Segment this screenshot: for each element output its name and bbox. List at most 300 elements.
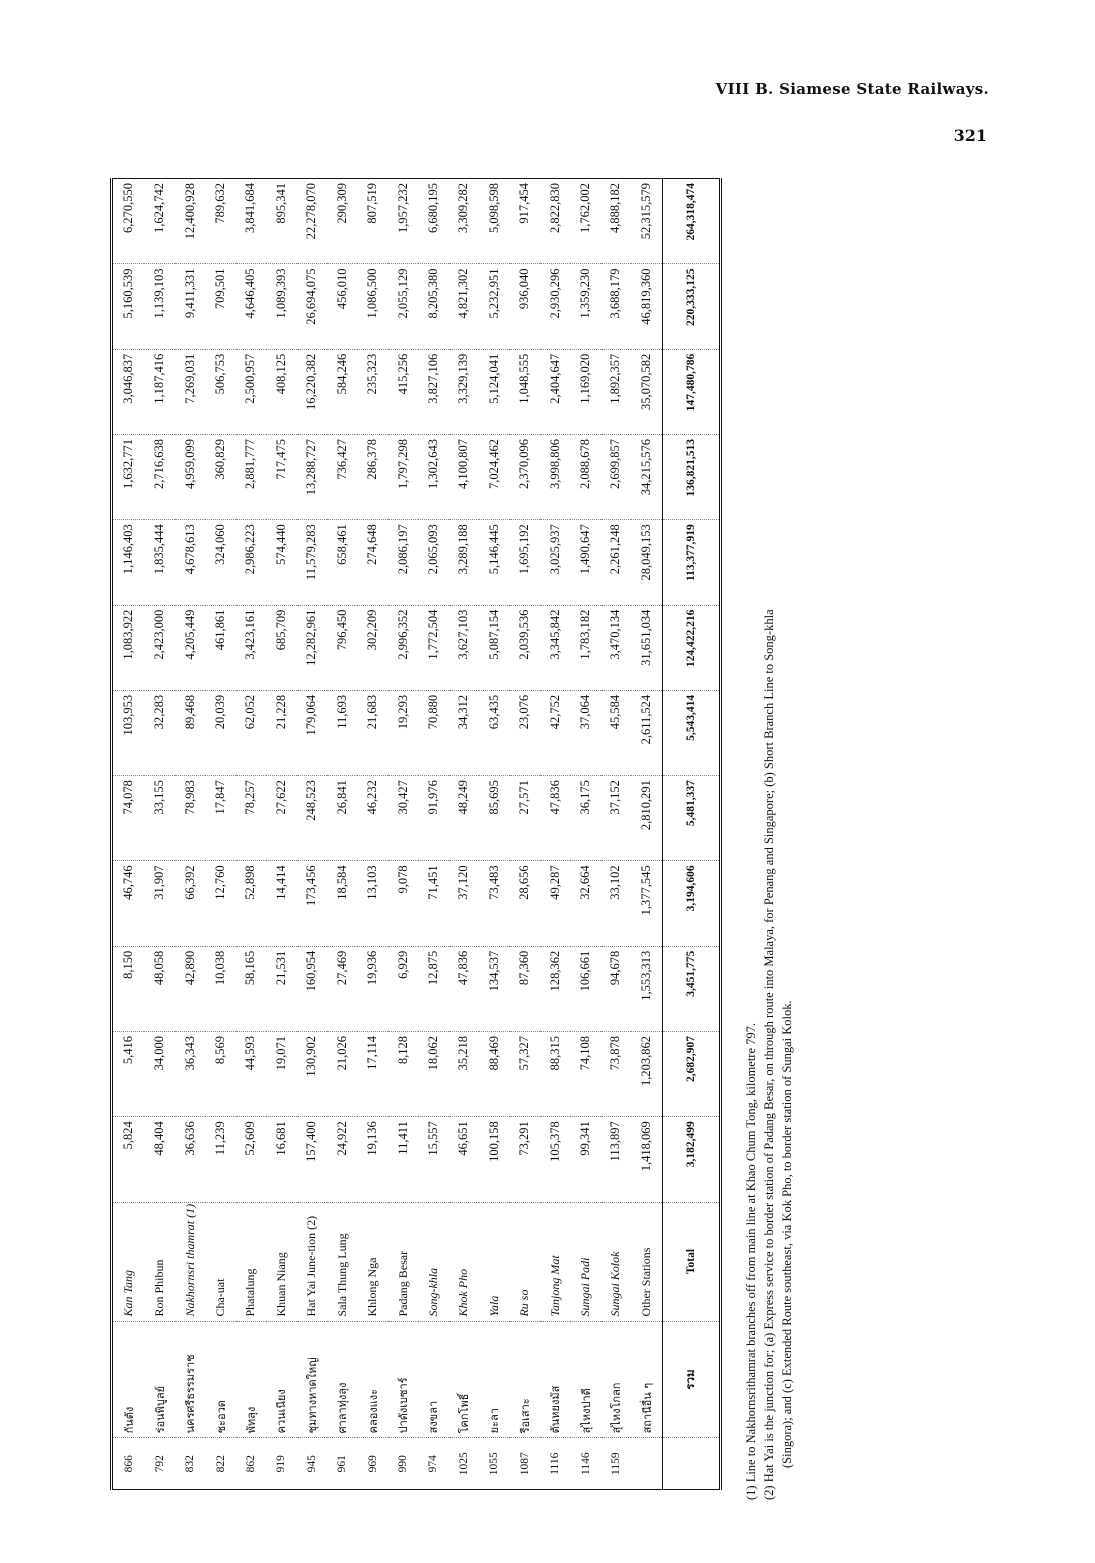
value-cell: 1,169,020 — [570, 349, 600, 434]
value-cell: 73,291 — [510, 1117, 540, 1202]
km-cell: 990 — [388, 1438, 418, 1490]
value-cell: 134,537 — [479, 946, 509, 1031]
value-cell: 106,661 — [570, 946, 600, 1031]
value-cell: 45,584 — [601, 690, 631, 775]
km-cell — [631, 1438, 662, 1490]
value-cell: 27,469 — [327, 946, 357, 1031]
value-cell: 103,953 — [112, 690, 145, 775]
value-cell: 35,218 — [449, 1031, 479, 1116]
km-cell: 822 — [205, 1438, 235, 1490]
km-cell: 961 — [327, 1438, 357, 1490]
thai-station-name: ร่อนพิบูลย์ — [144, 1321, 174, 1438]
value-cell: 4,678,613 — [175, 520, 205, 605]
value-cell: 70,880 — [418, 690, 448, 775]
km-cell: 1055 — [479, 1438, 509, 1490]
total-value-cell: 124,422,216 — [663, 605, 721, 690]
value-cell: 18,584 — [327, 861, 357, 946]
value-cell: 1,418,069 — [631, 1117, 662, 1202]
km-cell: 919 — [266, 1438, 296, 1490]
value-cell: 658,461 — [327, 520, 357, 605]
value-cell: 85,695 — [479, 776, 509, 861]
value-cell: 12,875 — [418, 946, 448, 1031]
value-cell: 3,827,106 — [418, 349, 448, 434]
value-cell: 917,454 — [517, 183, 532, 224]
value-cell: 2,065,093 — [418, 520, 448, 605]
value-cell: 360,829 — [205, 435, 235, 520]
value-cell: 19,936 — [357, 946, 387, 1031]
value-cell: 26,694,075 — [297, 264, 327, 349]
value-cell: 248,523 — [297, 776, 327, 861]
footnotes — [742, 180, 800, 1500]
value-cell: 2,088,678 — [570, 435, 600, 520]
station-name: Hat Yai June-tion (2) — [297, 1202, 327, 1321]
value-cell: 1,624,742 — [152, 183, 167, 233]
footnote-1: (1) Line to Nakhornsrithamrat branches off from main line at Khao Chum Tong, kilometre 797. — [744, 1022, 758, 1500]
km-cell: 945 — [297, 1438, 327, 1490]
table-row — [631, 179, 662, 1490]
value-cell: 1,632,771 — [112, 435, 145, 520]
value-cell: 2,822,830 — [547, 183, 562, 233]
value-cell: 17,114 — [357, 1031, 387, 1116]
thai-station-name: สงขลา — [418, 1321, 448, 1438]
value-cell: 42,752 — [540, 690, 570, 775]
footnote-2-continued: (Singora); and (c) Extended Route southeast, via Kok Pho, to border station of Sungai Kolok. — [780, 1000, 794, 1468]
value-cell: 8,150 — [112, 946, 145, 1031]
thai-station-name: สุไหงปาดี — [570, 1321, 600, 1438]
value-cell: 408,125 — [266, 349, 296, 434]
value-cell: 113,897 — [601, 1117, 631, 1202]
value-cell: 1,695,192 — [510, 520, 540, 605]
value-cell: 19,071 — [266, 1031, 296, 1116]
value-cell: 89,468 — [175, 690, 205, 775]
station-traffic-table — [110, 178, 722, 1490]
thai-station-name: สถานีอื่น ๆ — [631, 1321, 662, 1438]
km-cell: 1025 — [449, 1438, 479, 1490]
value-cell: 32,283 — [144, 690, 174, 775]
value-cell: 105,378 — [540, 1117, 570, 1202]
total-value-cell: 113,377,919 — [663, 520, 721, 605]
table-row — [357, 179, 387, 1490]
total-row — [663, 179, 721, 1490]
value-cell: 130,902 — [297, 1031, 327, 1116]
value-cell: 8,205,380 — [418, 264, 448, 349]
thai-station-name: โคกโพธิ์ — [449, 1321, 479, 1438]
value-cell: 2,611,524 — [631, 690, 662, 775]
value-cell: 7,269,031 — [175, 349, 205, 434]
value-cell: 2,261,248 — [601, 520, 631, 605]
station-name: Other Stations — [631, 1202, 662, 1321]
value-cell: 709,501 — [205, 264, 235, 349]
value-cell: 66,392 — [175, 861, 205, 946]
value-cell: 34,312 — [449, 690, 479, 775]
total-value-cell: 147,480,786 — [663, 349, 721, 434]
value-cell: 46,651 — [449, 1117, 479, 1202]
value-cell: 15,557 — [418, 1117, 448, 1202]
value-cell: 1,892,357 — [601, 349, 631, 434]
value-cell: 807,519 — [365, 183, 380, 224]
table-row — [175, 179, 205, 1490]
value-cell: 1,302,643 — [418, 435, 448, 520]
value-cell: 290,309 — [334, 183, 349, 224]
value-cell: 1,553,313 — [631, 946, 662, 1031]
value-cell: 1,783,182 — [570, 605, 600, 690]
km-cell: 969 — [357, 1438, 387, 1490]
table-row — [510, 179, 540, 1490]
value-cell: 4,821,302 — [449, 264, 479, 349]
table-row — [205, 179, 235, 1490]
value-cell: 58,165 — [236, 946, 266, 1031]
value-cell: 46,232 — [357, 776, 387, 861]
value-cell: 44,593 — [236, 1031, 266, 1116]
value-cell: 3,046,837 — [112, 349, 145, 434]
value-cell: 5,232,951 — [479, 264, 509, 349]
value-cell: 1,146,403 — [112, 520, 145, 605]
value-cell: 34,215,576 — [631, 435, 662, 520]
value-cell: 73,878 — [601, 1031, 631, 1116]
value-cell: 6,929 — [388, 946, 418, 1031]
value-cell: 36,343 — [175, 1031, 205, 1116]
value-cell: 100,158 — [479, 1117, 509, 1202]
km-cell: 974 — [418, 1438, 448, 1490]
km-cell: 1116 — [540, 1438, 570, 1490]
km-cell: 866 — [112, 1438, 145, 1490]
value-cell: 28,049,153 — [631, 520, 662, 605]
value-cell: 48,058 — [144, 946, 174, 1031]
value-cell: 21,026 — [327, 1031, 357, 1116]
station-name: Kan Tang — [112, 1202, 145, 1321]
value-cell: 94,678 — [601, 946, 631, 1031]
value-cell: 1,139,103 — [144, 264, 174, 349]
km-cell: 862 — [236, 1438, 266, 1490]
value-cell: 415,256 — [388, 349, 418, 434]
value-cell: 91,976 — [418, 776, 448, 861]
value-cell: 3,345,842 — [540, 605, 570, 690]
station-name: Padang Besar — [388, 1202, 418, 1321]
table-row — [601, 179, 631, 1490]
running-header: VIII B. Siamese State Railways. — [715, 80, 989, 98]
value-cell: 4,205,449 — [175, 605, 205, 690]
thai-station-name: พัทลุง — [236, 1321, 266, 1438]
value-cell: 5,160,539 — [112, 264, 145, 349]
thai-station-name: ชะอวด — [205, 1321, 235, 1438]
value-cell: 2,930,296 — [540, 264, 570, 349]
value-cell: 2,986,223 — [236, 520, 266, 605]
value-cell: 33,102 — [601, 861, 631, 946]
value-cell: 46,746 — [112, 861, 145, 946]
value-cell: 74,108 — [570, 1031, 600, 1116]
value-cell: 3,329,139 — [449, 349, 479, 434]
value-cell: 1,089,393 — [266, 264, 296, 349]
km-cell: 832 — [175, 1438, 205, 1490]
value-cell: 52,898 — [236, 861, 266, 946]
value-cell: 18,062 — [418, 1031, 448, 1116]
value-cell: 12,282,961 — [297, 605, 327, 690]
station-name: Sala Thung Lung — [327, 1202, 357, 1321]
station-name: Tanjong Mat — [540, 1202, 570, 1321]
value-cell: 5,087,154 — [479, 605, 509, 690]
station-name: Sungai Padi — [570, 1202, 600, 1321]
value-cell: 4,888,182 — [608, 183, 623, 233]
thai-station-name: นครศรีธรรมราช — [175, 1321, 205, 1438]
value-cell: 1,187,416 — [144, 349, 174, 434]
total-value-cell: 5,543,414 — [663, 690, 721, 775]
value-cell: 2,881,777 — [236, 435, 266, 520]
value-cell: 1,083,922 — [112, 605, 145, 690]
value-cell: 32,664 — [570, 861, 600, 946]
station-name: Phatalung — [236, 1202, 266, 1321]
value-cell: 37,064 — [570, 690, 600, 775]
station-name: Yala — [479, 1202, 509, 1321]
station-name: Khok Pho — [449, 1202, 479, 1321]
total-value-cell: 5,481,337 — [663, 776, 721, 861]
value-cell: 3,289,188 — [449, 520, 479, 605]
value-cell: 99,341 — [570, 1117, 600, 1202]
value-cell: 4,959,099 — [175, 435, 205, 520]
value-cell: 48,249 — [449, 776, 479, 861]
value-cell: 685,709 — [266, 605, 296, 690]
value-cell: 302,209 — [357, 605, 387, 690]
value-cell: 3,998,806 — [540, 435, 570, 520]
value-cell: 47,836 — [540, 776, 570, 861]
value-cell: 35,070,582 — [631, 349, 662, 434]
table-row — [540, 179, 570, 1490]
table-row — [144, 179, 174, 1490]
table-row — [236, 179, 266, 1490]
value-cell: 12,760 — [205, 861, 235, 946]
value-cell: 1,772,504 — [418, 605, 448, 690]
value-cell: 286,378 — [357, 435, 387, 520]
value-cell: 2,086,197 — [388, 520, 418, 605]
value-cell: 52,315,579 — [639, 183, 654, 240]
value-cell: 4,100,807 — [449, 435, 479, 520]
table-row — [418, 179, 448, 1490]
value-cell: 235,323 — [357, 349, 387, 434]
value-cell: 71,451 — [418, 861, 448, 946]
value-cell: 895,341 — [273, 183, 288, 224]
value-cell: 3,627,103 — [449, 605, 479, 690]
value-cell: 37,120 — [449, 861, 479, 946]
value-cell: 22,278,070 — [304, 183, 319, 240]
km-cell: 1146 — [570, 1438, 600, 1490]
total-value-cell: 136,821,513 — [663, 435, 721, 520]
value-cell: 2,423,000 — [144, 605, 174, 690]
value-cell: 46,819,360 — [631, 264, 662, 349]
table-row — [449, 179, 479, 1490]
thai-station-name: กันตัง — [112, 1321, 145, 1438]
value-cell: 13,103 — [357, 861, 387, 946]
value-cell: 506,753 — [205, 349, 235, 434]
value-cell: 2,996,352 — [388, 605, 418, 690]
value-cell: 3,688,179 — [601, 264, 631, 349]
value-cell: 1,835,444 — [144, 520, 174, 605]
value-cell: 2,810,291 — [631, 776, 662, 861]
value-cell: 9,411,331 — [175, 264, 205, 349]
value-cell: 3,025,937 — [540, 520, 570, 605]
table-row — [327, 179, 357, 1490]
station-name: Cha-uat — [205, 1202, 235, 1321]
value-cell: 6,270,550 — [121, 183, 136, 233]
value-cell: 2,055,129 — [388, 264, 418, 349]
total-thai-label: รวม — [663, 1321, 721, 1438]
total-value-cell: 2,682,907 — [663, 1031, 721, 1116]
value-cell: 13,288,727 — [297, 435, 327, 520]
thai-station-name: ยะลา — [479, 1321, 509, 1438]
value-cell: 10,038 — [205, 946, 235, 1031]
value-cell: 5,098,598 — [486, 183, 501, 233]
value-cell: 36,636 — [175, 1117, 205, 1202]
value-cell: 42,890 — [175, 946, 205, 1031]
value-cell: 6,680,195 — [425, 183, 440, 233]
thai-station-name: ปาดังเบซาร์ — [388, 1321, 418, 1438]
value-cell: 31,651,034 — [631, 605, 662, 690]
thai-station-name: คลองแงะ — [357, 1321, 387, 1438]
value-cell: 717,475 — [266, 435, 296, 520]
value-cell: 160,954 — [297, 946, 327, 1031]
value-cell: 1,359,230 — [570, 264, 600, 349]
value-cell: 2,039,536 — [510, 605, 540, 690]
value-cell: 274,648 — [357, 520, 387, 605]
value-cell: 19,293 — [388, 690, 418, 775]
value-cell: 173,456 — [297, 861, 327, 946]
value-cell: 5,416 — [112, 1031, 145, 1116]
value-cell: 5,124,041 — [479, 349, 509, 434]
station-name: Khuan Niang — [266, 1202, 296, 1321]
km-cell: 1087 — [510, 1438, 540, 1490]
value-cell: 1,203,862 — [631, 1031, 662, 1116]
value-cell: 2,370,096 — [510, 435, 540, 520]
value-cell: 19,136 — [357, 1117, 387, 1202]
table-row — [297, 179, 327, 1490]
value-cell: 3,841,684 — [243, 183, 258, 233]
value-cell: 456,010 — [327, 264, 357, 349]
thai-station-name: ตันหยงมัส — [540, 1321, 570, 1438]
value-cell: 1,762,002 — [578, 183, 593, 233]
value-cell: 9,078 — [388, 861, 418, 946]
thai-station-name: ควนเนียง — [266, 1321, 296, 1438]
value-cell: 48,404 — [144, 1117, 174, 1202]
value-cell: 27,571 — [510, 776, 540, 861]
value-cell: 74,078 — [112, 776, 145, 861]
value-cell: 796,450 — [327, 605, 357, 690]
value-cell: 87,360 — [510, 946, 540, 1031]
value-cell: 73,483 — [479, 861, 509, 946]
value-cell: 1,377,545 — [631, 861, 662, 946]
value-cell: 16,220,382 — [297, 349, 327, 434]
value-cell: 31,907 — [144, 861, 174, 946]
value-cell: 11,411 — [388, 1117, 418, 1202]
value-cell: 1,490,647 — [570, 520, 600, 605]
value-cell: 17,847 — [205, 776, 235, 861]
table-row — [388, 179, 418, 1490]
value-cell: 2,716,638 — [144, 435, 174, 520]
km-cell: 1159 — [601, 1438, 631, 1490]
value-cell: 936,040 — [510, 264, 540, 349]
value-cell: 34,000 — [144, 1031, 174, 1116]
value-cell: 78,983 — [175, 776, 205, 861]
value-cell: 3,309,282 — [456, 183, 471, 233]
value-cell: 24,922 — [327, 1117, 357, 1202]
value-cell: 574,440 — [266, 520, 296, 605]
thai-station-name: ชุมทางหาดใหญ่ — [297, 1321, 327, 1438]
value-cell: 52,609 — [236, 1117, 266, 1202]
value-cell: 21,228 — [266, 690, 296, 775]
value-cell: 30,427 — [388, 776, 418, 861]
table-row — [570, 179, 600, 1490]
value-cell: 28,656 — [510, 861, 540, 946]
station-name: Ron Phibun — [144, 1202, 174, 1321]
value-cell: 128,362 — [540, 946, 570, 1031]
value-cell: 157,400 — [297, 1117, 327, 1202]
value-cell: 16,681 — [266, 1117, 296, 1202]
value-cell: 2,404,647 — [540, 349, 570, 434]
value-cell: 789,632 — [213, 183, 227, 224]
value-cell: 11,579,283 — [297, 520, 327, 605]
value-cell: 2,699,857 — [601, 435, 631, 520]
value-cell: 8,569 — [205, 1031, 235, 1116]
value-cell: 27,622 — [266, 776, 296, 861]
footnote-2: (2) Hat Yai is the junction for; (a) Express service to border station of Padang Besar, on through route into Malaya, for Penang and Singapore; (b) Short Branch Line to Song-khla — [762, 609, 776, 1500]
station-name: Song-khla — [418, 1202, 448, 1321]
station-name: Khlong Nga — [357, 1202, 387, 1321]
total-value-cell: 3,451,775 — [663, 946, 721, 1031]
value-cell: 57,327 — [510, 1031, 540, 1116]
value-cell: 7,024,462 — [479, 435, 509, 520]
value-cell: 12,400,928 — [182, 183, 197, 240]
total-value-cell: 264,318,474 — [663, 179, 721, 264]
value-cell: 2,500,957 — [236, 349, 266, 434]
value-cell: 8,128 — [388, 1031, 418, 1116]
value-cell: 11,693 — [327, 690, 357, 775]
total-km-cell — [663, 1438, 721, 1490]
value-cell: 1,086,500 — [357, 264, 387, 349]
page-number: 321 — [953, 126, 987, 145]
value-cell: 5,146,445 — [479, 520, 509, 605]
value-cell: 324,060 — [205, 520, 235, 605]
value-cell: 461,861 — [205, 605, 235, 690]
km-cell: 792 — [144, 1438, 174, 1490]
value-cell: 62,052 — [236, 690, 266, 775]
value-cell: 3,423,161 — [236, 605, 266, 690]
value-cell: 23,076 — [510, 690, 540, 775]
table-row — [112, 179, 145, 1490]
value-cell: 179,064 — [297, 690, 327, 775]
total-label: Total — [663, 1202, 721, 1321]
total-value-cell: 3,182,499 — [663, 1117, 721, 1202]
value-cell: 21,531 — [266, 946, 296, 1031]
thai-station-name: รือเสาะ — [510, 1321, 540, 1438]
value-cell: 3,470,134 — [601, 605, 631, 690]
thai-station-name: สุไหงโกลก — [601, 1321, 631, 1438]
value-cell: 26,841 — [327, 776, 357, 861]
value-cell: 88,469 — [479, 1031, 509, 1116]
value-cell: 37,152 — [601, 776, 631, 861]
value-cell: 14,414 — [266, 861, 296, 946]
value-cell: 584,246 — [327, 349, 357, 434]
value-cell: 49,287 — [540, 861, 570, 946]
table-row — [479, 179, 509, 1490]
value-cell: 63,435 — [479, 690, 509, 775]
value-cell: 20,039 — [205, 690, 235, 775]
value-cell: 1,957,232 — [395, 183, 410, 233]
value-cell: 1,797,298 — [388, 435, 418, 520]
total-value-cell: 220,333,125 — [663, 264, 721, 349]
value-cell: 11,239 — [205, 1117, 235, 1202]
value-cell: 21,683 — [357, 690, 387, 775]
value-cell: 88,315 — [540, 1031, 570, 1116]
value-cell: 1,048,555 — [510, 349, 540, 434]
table-row — [266, 179, 296, 1490]
value-cell: 78,257 — [236, 776, 266, 861]
